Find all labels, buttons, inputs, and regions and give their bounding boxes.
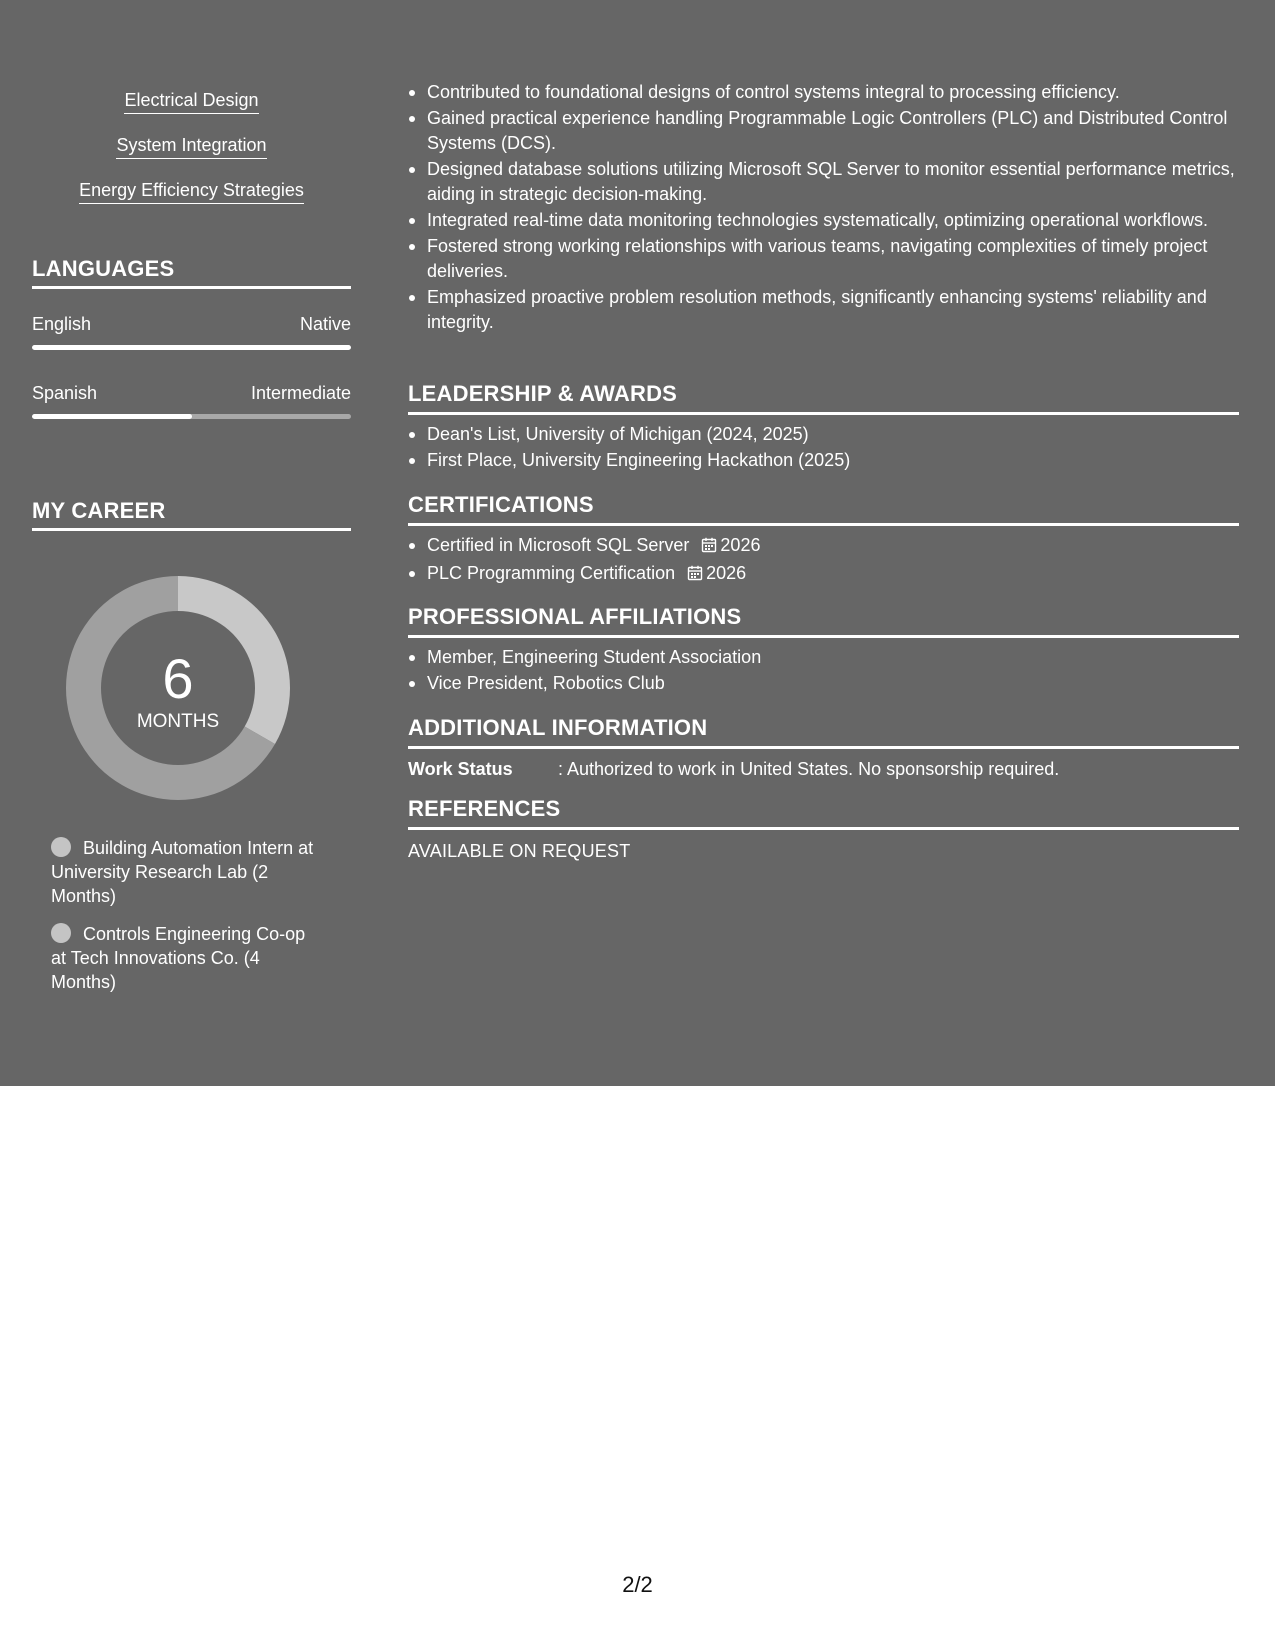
skill-item: Electrical Design <box>124 88 258 114</box>
list-item: Dean's List, University of Michigan (2024, 2025) <box>408 422 1239 447</box>
section-title: REFERENCES <box>408 795 1239 830</box>
language-bar-fill <box>32 414 192 419</box>
section-title: PROFESSIONAL AFFILIATIONS <box>408 603 1239 638</box>
language-bar <box>32 414 351 419</box>
certification-name: PLC Programming Certification <box>427 563 676 583</box>
calendar-icon <box>701 537 717 553</box>
section-title: ADDITIONAL INFORMATION <box>408 714 1239 749</box>
section-title: CERTIFICATIONS <box>408 491 1239 526</box>
career-legend-item <box>51 922 321 994</box>
language-level: Intermediate <box>250 383 351 403</box>
languages-title: LANGUAGES <box>32 255 351 289</box>
additional-info-section <box>408 714 1239 781</box>
references-section <box>408 795 1239 863</box>
work-status-label: Work Status <box>408 759 513 779</box>
legend-dot-icon <box>51 923 71 943</box>
skill-item: Energy Efficiency Strategies <box>79 178 304 204</box>
work-status-row <box>408 757 1239 781</box>
skill-item: System Integration <box>116 133 266 159</box>
language-level: Native <box>299 314 351 334</box>
language-bar <box>32 345 351 350</box>
page-number: 2/2 <box>622 1572 653 1597</box>
list-item: Vice President, Robotics Club <box>408 671 1239 696</box>
leadership-section <box>408 380 1239 474</box>
section-title: LEADERSHIP & AWARDS <box>408 380 1239 415</box>
certification-year: 2026 <box>720 535 761 555</box>
career-legend-item <box>51 836 321 908</box>
list-item <box>408 533 1239 558</box>
list-item: Contributed to foundational designs of control systems integral to processing efficiency. <box>408 80 1239 105</box>
language-name: Spanish <box>32 383 98 403</box>
experience-bullet-list <box>408 80 1239 336</box>
affiliations-section <box>408 603 1239 697</box>
references-text: AVAILABLE ON REQUEST <box>408 841 631 861</box>
career-total-unit: MONTHS <box>136 711 220 732</box>
list-item: Member, Engineering Student Association <box>408 645 1239 670</box>
list-item: Designed database solutions utilizing Microsoft SQL Server to monitor essential performance metrics, aiding in strategic decision-making. <box>408 157 1239 207</box>
calendar-icon <box>687 565 703 581</box>
certification-name: Certified in Microsoft SQL Server <box>427 535 690 555</box>
certification-year: 2026 <box>706 563 747 583</box>
career-title: MY CAREER <box>32 497 351 531</box>
work-status-value: : Authorized to work in United States. No sponsorship required. <box>558 759 1060 779</box>
list-item: Gained practical experience handling Programmable Logic Controllers (PLC) and Distributed Control Systems (DCS). <box>408 106 1239 156</box>
career-legend-label: Building Automation Intern at University Research Lab (2 Months) <box>51 838 314 906</box>
legend-dot-icon <box>51 837 71 857</box>
career-total-number: 6 <box>162 647 194 710</box>
language-bar-fill <box>32 345 351 350</box>
list-item: First Place, University Engineering Hackathon (2025) <box>408 448 1239 473</box>
language-name: English <box>32 314 92 334</box>
list-item: Fostered strong working relationships with various teams, navigating complexities of timely project deliveries. <box>408 234 1239 284</box>
list-item: Integrated real-time data monitoring technologies systematically, optimizing operational workflows. <box>408 208 1239 233</box>
list-item: Emphasized proactive problem resolution methods, significantly enhancing systems' reliability and integrity. <box>408 285 1239 335</box>
certifications-section <box>408 491 1239 587</box>
list-item <box>408 561 1239 586</box>
skills-list <box>32 88 351 223</box>
career-legend-label: Controls Engineering Co-op at Tech Innovations Co. (4 Months) <box>51 924 306 992</box>
